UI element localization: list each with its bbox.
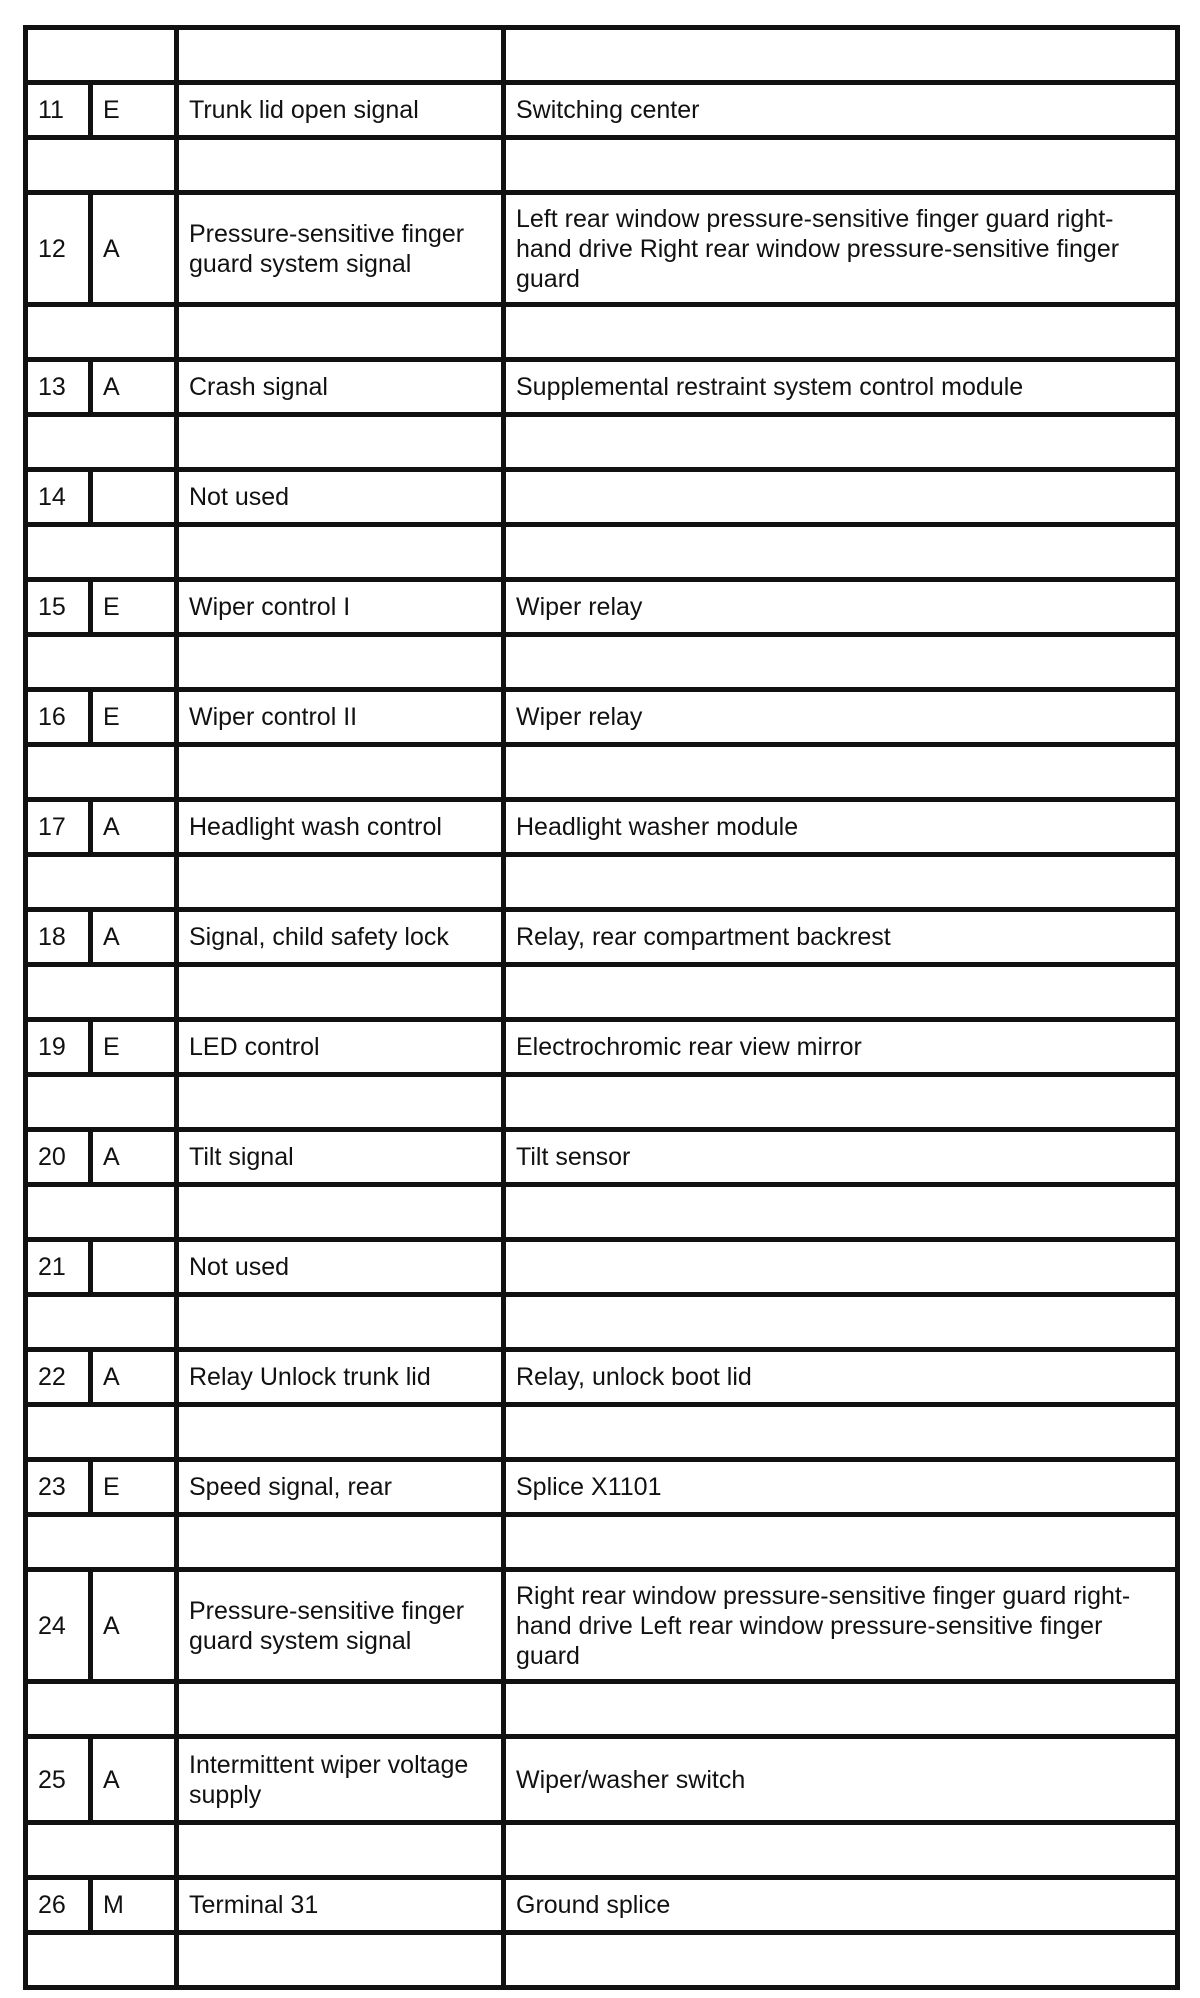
spacer-row bbox=[26, 525, 1178, 580]
component-cell: Ground splice bbox=[504, 1878, 1178, 1933]
table-row bbox=[26, 1020, 1178, 1075]
spacer-cell bbox=[504, 855, 1178, 910]
spacer-cell bbox=[504, 1682, 1178, 1737]
spacer-cell bbox=[26, 28, 177, 83]
signal-name-cell: Trunk lid open signal bbox=[177, 83, 504, 138]
table-row bbox=[26, 1878, 1178, 1933]
table-row bbox=[26, 690, 1178, 745]
pin-table-body bbox=[26, 28, 1178, 1988]
spacer-cell bbox=[504, 635, 1178, 690]
table-row bbox=[26, 800, 1178, 855]
spacer-cell bbox=[177, 525, 504, 580]
spacer-row bbox=[26, 415, 1178, 470]
spacer-cell bbox=[504, 1933, 1178, 1988]
spacer-cell bbox=[504, 415, 1178, 470]
spacer-cell bbox=[504, 525, 1178, 580]
spacer-cell bbox=[177, 1295, 504, 1350]
signal-name-cell: Crash signal bbox=[177, 360, 504, 415]
spacer-cell bbox=[504, 965, 1178, 1020]
pin-number-cell: 14 bbox=[26, 470, 91, 525]
pin-number-cell: 17 bbox=[26, 800, 91, 855]
pin-number-cell: 19 bbox=[26, 1020, 91, 1075]
spacer-cell bbox=[26, 138, 177, 193]
table-row bbox=[26, 360, 1178, 415]
spacer-cell bbox=[504, 28, 1178, 83]
component-cell: Headlight washer module bbox=[504, 800, 1178, 855]
io-type-cell: A bbox=[91, 1130, 177, 1185]
spacer-cell bbox=[26, 1185, 177, 1240]
component-cell: Wiper relay bbox=[504, 690, 1178, 745]
spacer-row bbox=[26, 745, 1178, 800]
spacer-cell bbox=[504, 138, 1178, 193]
spacer-cell bbox=[26, 1933, 177, 1988]
component-cell: Relay, unlock boot lid bbox=[504, 1350, 1178, 1405]
component-cell bbox=[504, 470, 1178, 525]
signal-name-cell: Headlight wash control bbox=[177, 800, 504, 855]
spacer-cell bbox=[177, 1933, 504, 1988]
signal-name-cell: Pressure-sensitive finger guard system signal bbox=[177, 193, 504, 305]
spacer-row bbox=[26, 1682, 1178, 1737]
spacer-cell bbox=[177, 415, 504, 470]
spacer-row bbox=[26, 855, 1178, 910]
spacer-cell bbox=[26, 1295, 177, 1350]
spacer-cell bbox=[177, 1075, 504, 1130]
table-row bbox=[26, 1737, 1178, 1823]
pin-number-cell: 22 bbox=[26, 1350, 91, 1405]
pin-number-cell: 20 bbox=[26, 1130, 91, 1185]
component-cell: Relay, rear compartment backrest bbox=[504, 910, 1178, 965]
signal-name-cell: Not used bbox=[177, 470, 504, 525]
spacer-cell bbox=[177, 965, 504, 1020]
io-type-cell: A bbox=[91, 1570, 177, 1682]
io-type-cell: E bbox=[91, 580, 177, 635]
signal-name-cell: LED control bbox=[177, 1020, 504, 1075]
spacer-cell bbox=[177, 1823, 504, 1878]
spacer-cell bbox=[177, 1682, 504, 1737]
io-type-cell: A bbox=[91, 800, 177, 855]
pin-number-cell: 11 bbox=[26, 83, 91, 138]
table-row bbox=[26, 580, 1178, 635]
io-type-cell: A bbox=[91, 193, 177, 305]
table-row bbox=[26, 1570, 1178, 1682]
spacer-cell bbox=[504, 745, 1178, 800]
signal-name-cell: Pressure-sensitive finger guard system signal bbox=[177, 1570, 504, 1682]
component-cell: Switching center bbox=[504, 83, 1178, 138]
io-type-cell: A bbox=[91, 910, 177, 965]
table-row bbox=[26, 1350, 1178, 1405]
signal-name-cell: Signal, child safety lock bbox=[177, 910, 504, 965]
spacer-cell bbox=[504, 1515, 1178, 1570]
pin-number-cell: 25 bbox=[26, 1737, 91, 1823]
io-type-cell bbox=[91, 1240, 177, 1295]
table-row bbox=[26, 470, 1178, 525]
io-type-cell: A bbox=[91, 360, 177, 415]
pin-number-cell: 16 bbox=[26, 690, 91, 745]
table-row bbox=[26, 83, 1178, 138]
component-cell: Wiper/washer switch bbox=[504, 1737, 1178, 1823]
signal-name-cell: Wiper control II bbox=[177, 690, 504, 745]
spacer-row bbox=[26, 1515, 1178, 1570]
spacer-cell bbox=[26, 855, 177, 910]
spacer-cell bbox=[177, 1185, 504, 1240]
spacer-row bbox=[26, 965, 1178, 1020]
component-cell: Wiper relay bbox=[504, 580, 1178, 635]
spacer-cell bbox=[177, 305, 504, 360]
component-cell: Supplemental restraint system control module bbox=[504, 360, 1178, 415]
io-type-cell: E bbox=[91, 690, 177, 745]
component-cell bbox=[504, 1240, 1178, 1295]
spacer-cell bbox=[26, 635, 177, 690]
pin-number-cell: 15 bbox=[26, 580, 91, 635]
pin-number-cell: 13 bbox=[26, 360, 91, 415]
pin-number-cell: 23 bbox=[26, 1460, 91, 1515]
table-row bbox=[26, 1240, 1178, 1295]
io-type-cell: E bbox=[91, 83, 177, 138]
io-type-cell: A bbox=[91, 1737, 177, 1823]
spacer-cell bbox=[177, 1405, 504, 1460]
spacer-row bbox=[26, 1405, 1178, 1460]
spacer-row bbox=[26, 1075, 1178, 1130]
spacer-cell bbox=[26, 1823, 177, 1878]
spacer-cell bbox=[26, 305, 177, 360]
pin-assignment-table bbox=[23, 25, 1180, 1990]
spacer-cell bbox=[177, 1515, 504, 1570]
pin-number-cell: 26 bbox=[26, 1878, 91, 1933]
spacer-cell bbox=[26, 1682, 177, 1737]
table-row bbox=[26, 1460, 1178, 1515]
io-type-cell: E bbox=[91, 1020, 177, 1075]
signal-name-cell: Wiper control I bbox=[177, 580, 504, 635]
signal-name-cell: Speed signal, rear bbox=[177, 1460, 504, 1515]
component-cell: Right rear window pressure-sensitive finger guard right-hand drive Left rear window pressure-sensitive finger guard bbox=[504, 1570, 1178, 1682]
spacer-cell bbox=[26, 415, 177, 470]
spacer-cell bbox=[177, 745, 504, 800]
spacer-cell bbox=[177, 855, 504, 910]
component-cell: Electrochromic rear view mirror bbox=[504, 1020, 1178, 1075]
spacer-cell bbox=[504, 1405, 1178, 1460]
spacer-cell bbox=[26, 1515, 177, 1570]
table-row bbox=[26, 910, 1178, 965]
signal-name-cell: Intermittent wiper voltage supply bbox=[177, 1737, 504, 1823]
io-type-cell bbox=[91, 470, 177, 525]
spacer-row bbox=[26, 1823, 1178, 1878]
pin-number-cell: 12 bbox=[26, 193, 91, 305]
component-cell: Left rear window pressure-sensitive finger guard right-hand drive Right rear window pressure-sensitive finger guard bbox=[504, 193, 1178, 305]
spacer-cell bbox=[26, 1075, 177, 1130]
signal-name-cell: Relay Unlock trunk lid bbox=[177, 1350, 504, 1405]
table-row bbox=[26, 193, 1178, 305]
signal-name-cell: Not used bbox=[177, 1240, 504, 1295]
spacer-cell bbox=[504, 1823, 1178, 1878]
spacer-cell bbox=[504, 1185, 1178, 1240]
signal-name-cell: Terminal 31 bbox=[177, 1878, 504, 1933]
spacer-cell bbox=[26, 965, 177, 1020]
spacer-row bbox=[26, 28, 1178, 83]
spacer-row bbox=[26, 635, 1178, 690]
spacer-cell bbox=[26, 1405, 177, 1460]
pin-number-cell: 24 bbox=[26, 1570, 91, 1682]
pin-number-cell: 18 bbox=[26, 910, 91, 965]
table-row bbox=[26, 1130, 1178, 1185]
spacer-cell bbox=[177, 28, 504, 83]
io-type-cell: A bbox=[91, 1350, 177, 1405]
io-type-cell: M bbox=[91, 1878, 177, 1933]
spacer-row bbox=[26, 1185, 1178, 1240]
spacer-cell bbox=[504, 1075, 1178, 1130]
io-type-cell: E bbox=[91, 1460, 177, 1515]
pin-number-cell: 21 bbox=[26, 1240, 91, 1295]
spacer-cell bbox=[504, 305, 1178, 360]
spacer-cell bbox=[177, 635, 504, 690]
spacer-cell bbox=[504, 1295, 1178, 1350]
component-cell: Tilt sensor bbox=[504, 1130, 1178, 1185]
spacer-cell bbox=[177, 138, 504, 193]
signal-name-cell: Tilt signal bbox=[177, 1130, 504, 1185]
spacer-cell bbox=[26, 525, 177, 580]
component-cell: Splice X1101 bbox=[504, 1460, 1178, 1515]
spacer-row bbox=[26, 1295, 1178, 1350]
spacer-row bbox=[26, 305, 1178, 360]
spacer-row bbox=[26, 1933, 1178, 1988]
spacer-cell bbox=[26, 745, 177, 800]
spacer-row bbox=[26, 138, 1178, 193]
